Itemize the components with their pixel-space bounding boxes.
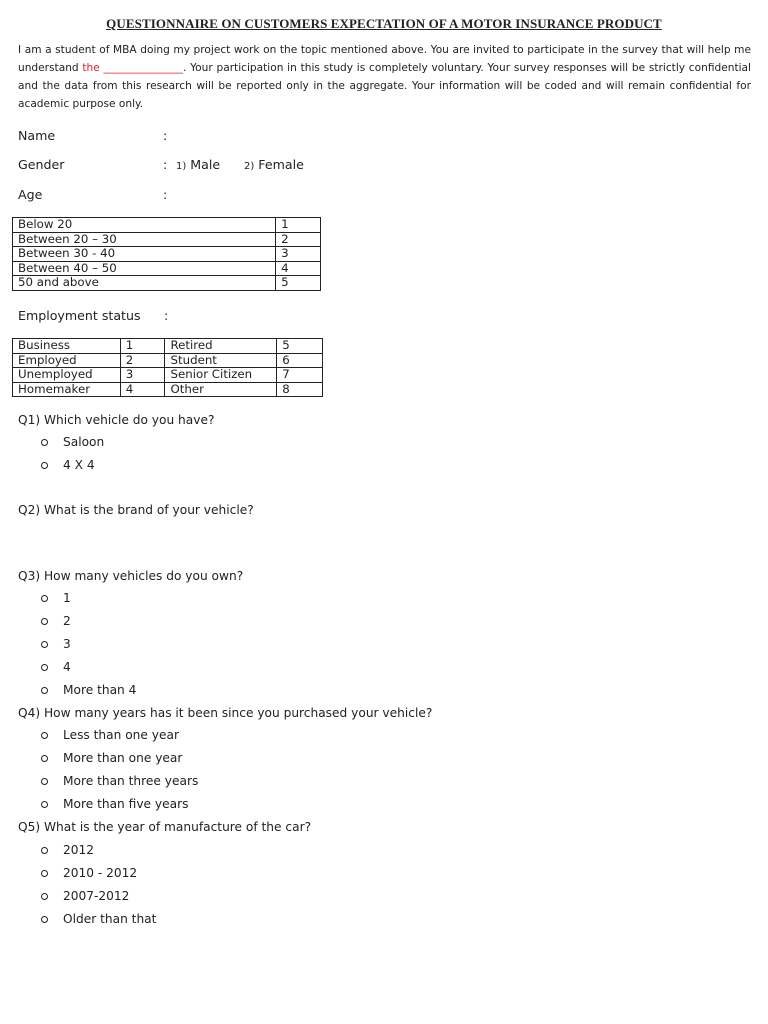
radio-circle-icon [41,847,48,854]
name-field [18,128,218,144]
name-label: Name [18,128,56,143]
age-range: 50 and above [13,276,276,291]
table-row[interactable] [13,276,321,291]
table-row[interactable] [13,353,323,368]
intro-text-after: . Your participation in this study is completely voluntary. Your survey responses will be strictly confidential and the data from this research will be reported only in the aggregate. Your information will be coded and will remain confidential for academic purpose only. [18,62,751,110]
question-q4: Q4) How many years has it been since you purchased your vehicle? [18,706,433,720]
gender-label: Gender [18,157,65,172]
radio-circle-icon [41,870,48,877]
age-code: 1 [276,218,321,233]
question-q5: Q5) What is the year of manufacture of the car? [18,820,312,834]
age-code: 3 [276,247,321,262]
option-label: 2012 [63,843,95,857]
option-label: 2 [63,614,71,628]
gender-option-male-number: 1) [176,161,187,172]
age-colon: : [163,187,168,202]
option-label: Older than that [63,912,157,926]
option-label: 4 [63,660,71,674]
radio-circle-icon [41,893,48,900]
q5-option[interactable] [0,912,400,928]
employment-option: Senior Citizen [165,368,277,383]
employment-table [12,338,323,397]
employment-option: Retired [165,339,277,354]
radio-circle-icon [41,778,48,785]
radio-circle-icon [41,641,48,648]
gender-option-female[interactable] [244,157,304,172]
q5-option[interactable] [0,889,400,905]
q5-option[interactable] [0,843,400,859]
page-title: QUESTIONNAIRE ON CUSTOMERS EXPECTATION OF A MOTOR INSURANCE PRODUCT [106,16,662,31]
age-table [12,217,321,291]
radio-circle-icon [41,801,48,808]
radio-circle-icon [41,595,48,602]
table-row[interactable] [13,261,321,276]
q3-option[interactable] [0,591,400,607]
option-label: More than three years [63,774,199,788]
employment-code: 4 [120,382,165,397]
option-label: 2010 - 2012 [63,866,138,880]
gender-colon: : [163,157,168,172]
radio-circle-icon [41,732,48,739]
question-q2: Q2) What is the brand of your vehicle? [18,503,254,517]
employment-code: 1 [120,339,165,354]
name-colon: : [163,128,168,143]
intro-highlight: the _______________ [82,62,183,74]
table-row[interactable] [13,368,323,383]
employment-option: Homemaker [13,382,121,397]
radio-circle-icon [41,916,48,923]
radio-circle-icon [41,755,48,762]
radio-circle-icon [41,687,48,694]
q1-option[interactable] [0,458,400,474]
option-label: Less than one year [63,728,179,742]
q4-option[interactable] [0,797,400,813]
q4-option[interactable] [0,728,400,744]
employment-label: Employment status [18,308,141,323]
age-range: Below 20 [13,218,276,233]
employment-colon: : [164,308,169,323]
gender-option-male-label: Male [190,157,221,172]
q3-option[interactable] [0,637,400,653]
q4-option[interactable] [0,751,400,767]
option-label: Saloon [63,435,105,449]
age-range: Between 30 - 40 [13,247,276,262]
q4-option[interactable] [0,774,400,790]
intro-text-before: I am a student of MBA doing my project work on the topic mentioned above. You are invited to participate in the survey that will help me understand [18,44,751,74]
option-label: 1 [63,591,71,605]
q3-option[interactable] [0,683,400,699]
age-label: Age [18,187,43,202]
employment-code: 2 [120,353,165,368]
gender-field [18,157,338,173]
employment-option: Business [13,339,121,354]
table-row[interactable] [13,339,323,354]
table-row[interactable] [13,232,321,247]
gender-option-female-label: Female [258,157,304,172]
age-code: 4 [276,261,321,276]
age-field [18,187,218,203]
question-q1: Q1) Which vehicle do you have? [18,413,215,427]
q3-option[interactable] [0,614,400,630]
age-code: 5 [276,276,321,291]
q3-option[interactable] [0,660,400,676]
option-label: 2007-2012 [63,889,130,903]
age-range: Between 40 – 50 [13,261,276,276]
gender-option-male[interactable] [176,157,220,172]
option-label: 3 [63,637,71,651]
q5-option[interactable] [0,866,400,882]
employment-code: 6 [277,353,323,368]
option-label: 4 X 4 [63,458,95,472]
employment-option: Unemployed [13,368,121,383]
employment-option: Employed [13,353,121,368]
employment-field [18,308,218,324]
radio-circle-icon [41,462,48,469]
intro-paragraph [18,41,751,113]
employment-option: Other [165,382,277,397]
question-q3: Q3) How many vehicles do you own? [18,569,244,583]
table-row[interactable] [13,247,321,262]
radio-circle-icon [41,439,48,446]
employment-code: 5 [277,339,323,354]
radio-circle-icon [41,618,48,625]
employment-code: 8 [277,382,323,397]
table-row[interactable] [13,218,321,233]
employment-code: 7 [277,368,323,383]
option-label: More than one year [63,751,183,765]
option-label: More than 4 [63,683,137,697]
employment-code: 3 [120,368,165,383]
option-label: More than five years [63,797,189,811]
table-row[interactable] [13,382,323,397]
age-range: Between 20 – 30 [13,232,276,247]
radio-circle-icon [41,664,48,671]
gender-option-female-number: 2) [244,161,255,172]
employment-option: Student [165,353,277,368]
q1-option[interactable] [0,435,400,451]
age-code: 2 [276,232,321,247]
